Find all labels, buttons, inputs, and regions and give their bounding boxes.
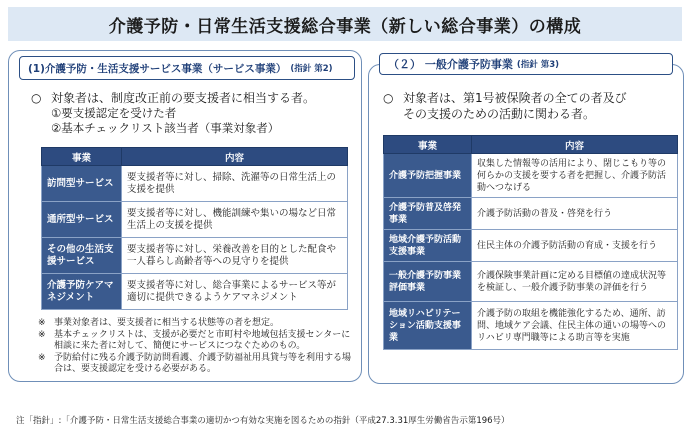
table-row xyxy=(42,202,348,238)
column-header-content: 内容 xyxy=(122,148,348,166)
general-prevention-panel xyxy=(368,58,684,384)
general-target-statement xyxy=(383,91,627,106)
service-business-guideline-ref: (指針 第2) xyxy=(290,64,333,74)
circle-bullet-icon: ○ xyxy=(383,91,394,105)
business-description: 要支援者等に対し、栄養改善を目的とした配食や一人暮らし高齢者等への見守りを提供 xyxy=(122,238,348,274)
column-header-business: 事業 xyxy=(42,148,122,166)
business-name: 一般介護予防事業評価事業 xyxy=(384,262,472,302)
table-row xyxy=(384,198,678,230)
service-target-sub1: ①要支援認定を受けた者 xyxy=(51,106,177,120)
general-target-line2: その支援のための活動に関わる者。 xyxy=(403,107,596,121)
table-row xyxy=(384,262,678,302)
note-text: 予防給付に残る介護予防訪問看護、介護予防福祉用具貸与等を利用する場合は、要支援認定を受ける必要がある。 xyxy=(54,352,352,374)
note-text: 基本チェックリストは、支援が必要だと市町村や地域包括支援センターに相談に来た者に対して、簡便にサービスにつなぐためのもの。 xyxy=(54,329,351,351)
business-name: 介護予防ケアマネジメント xyxy=(42,274,122,310)
business-name: 地域リハビリテーション活動支援事業 xyxy=(384,302,472,350)
service-business-table xyxy=(41,147,348,310)
service-business-header xyxy=(19,56,355,80)
general-prevention-title: （２） 一般介護予防事業 xyxy=(388,58,513,71)
service-target-sub2: ②基本チェックリスト該当者（事業対象者） xyxy=(51,121,280,135)
table-row xyxy=(384,302,678,350)
business-description: 住民主体の介護予防活動の育成・支援を行う xyxy=(472,230,678,262)
circle-bullet-icon: ○ xyxy=(31,91,42,105)
table-row xyxy=(384,230,678,262)
general-target-line1: 対象者は、第1号被保険者の全ての者及び xyxy=(403,91,627,105)
table-row xyxy=(42,166,348,202)
note-text: 事業対象者は、要支援者に相当する状態等の者を想定。 xyxy=(54,318,280,328)
business-description: 要支援者等に対し、機能訓練や集いの場など日常生活上の支援を提供 xyxy=(122,202,348,238)
business-description: 収集した情報等の活用により、閉じこもり等の何らかの支援を要する者を把握し、介護予防活動へつなげる xyxy=(472,154,678,198)
general-prevention-guideline-ref: (指針 第3) xyxy=(516,60,559,70)
page-title: 介護予防・日常生活支援総合事業（新しい総合事業）の構成 xyxy=(108,16,582,37)
service-target-statement xyxy=(31,91,315,106)
table-row xyxy=(42,274,348,310)
business-description: 介護予防活動の普及・啓発を行う xyxy=(472,198,678,230)
business-description: 介護保険事業計画に定める目標値の達成状況等を検証し、一般介護予防事業の評価を行う xyxy=(472,262,678,302)
business-name: 通所型サービス xyxy=(42,202,122,238)
business-name: 地域介護予防活動支援事業 xyxy=(384,230,472,262)
title-banner xyxy=(8,7,682,41)
business-name: 訪問型サービス xyxy=(42,166,122,202)
general-prevention-header xyxy=(379,53,673,75)
business-name: 介護予防普及啓発事業 xyxy=(384,198,472,230)
note-mark: ※ xyxy=(38,318,46,328)
business-name: その他の生活支援サービス xyxy=(42,238,122,274)
column-header-business: 事業 xyxy=(384,136,472,154)
note-mark: ※ xyxy=(38,352,46,363)
service-target-text: 対象者は、制度改正前の要支援者に相当する者。 xyxy=(51,91,316,105)
table-row xyxy=(42,238,348,274)
business-description: 介護予防の取組を機能強化するため、通所、訪問、地域ケア会議、住民主体の通いの場等へのリハビリ専門職等による助言等を実施 xyxy=(472,302,678,350)
footnote: 注「指針」:「介護予防・日常生活支援総合事業の適切かつ有効な実施を図るための指針（平成27.3.31厚生労働省告示第196号） xyxy=(16,416,510,426)
note-item xyxy=(38,353,353,376)
business-description: 要支援者等に対し、総合事業によるサービス等が適切に提供できるようケアマネジメント xyxy=(122,274,348,310)
service-notes xyxy=(38,318,353,376)
business-name: 介護予防把握事業 xyxy=(384,154,472,198)
column-header-content: 内容 xyxy=(472,136,678,154)
business-description: 要支援者等に対し、掃除、洗濯等の日常生活上の支援を提供 xyxy=(122,166,348,202)
table-header-row xyxy=(384,136,678,154)
general-prevention-table xyxy=(383,135,678,350)
note-item xyxy=(38,318,353,330)
table-header-row xyxy=(42,148,348,166)
note-item xyxy=(38,330,353,353)
table-row xyxy=(384,154,678,198)
note-mark: ※ xyxy=(38,329,46,340)
service-business-title: (1)介護予防・生活支援サービス事業（サービス事業） xyxy=(28,62,287,75)
